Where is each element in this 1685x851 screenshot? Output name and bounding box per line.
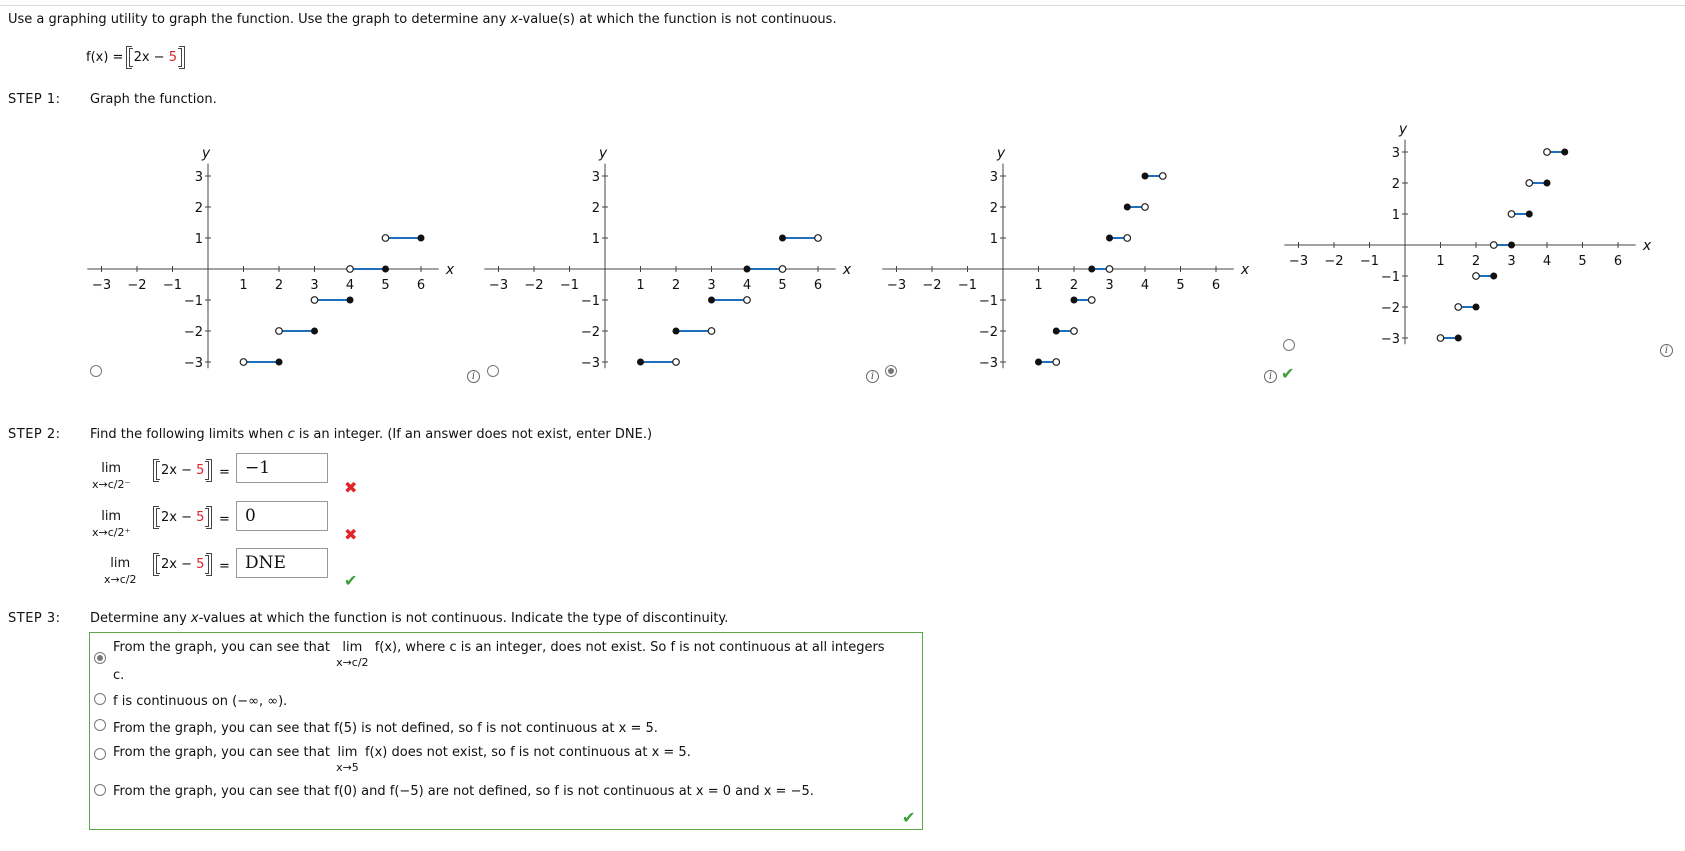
step3-correct-check-icon: ✔ [902, 808, 916, 827]
closed-endpoint [276, 359, 283, 366]
instruction-x: x [510, 12, 519, 27]
y-tick-label: −1 [183, 294, 203, 309]
open-endpoint [708, 328, 715, 335]
question-instruction [8, 12, 837, 27]
limit-1-bracket [155, 463, 210, 478]
step2-text-b: is an integer. (If an answer does not exist, enter DNE.) [294, 427, 653, 442]
y-tick-label: 3 [194, 170, 203, 185]
limit-2-sub: x→c/2⁺ [92, 526, 131, 539]
open-endpoint [347, 266, 354, 273]
limit-3-answer-field[interactable]: DNE [236, 548, 328, 578]
function-definition [86, 50, 183, 65]
step3-text-x: x [190, 611, 199, 626]
limit-3-expr [155, 557, 210, 572]
limit-1-sub: x→c/2⁻ [92, 478, 131, 491]
limit-1-expr-a: 2x − [161, 463, 197, 478]
graph-option-4 [1288, 114, 1665, 359]
graph-3-svg [886, 138, 1253, 383]
closed-endpoint [1544, 180, 1551, 187]
closed-endpoint [1106, 235, 1113, 242]
y-tick-label: 3 [1391, 146, 1400, 161]
y-axis-label: y [598, 145, 608, 162]
graph-option-2 [488, 138, 855, 383]
closed-endpoint [1455, 335, 1462, 342]
y-tick-label: 1 [989, 232, 998, 247]
open-endpoint [1088, 297, 1095, 304]
x-tick-label: 5 [381, 278, 390, 293]
limit-1-expr [155, 463, 210, 478]
option-1-text-a: From the graph, you can see that [113, 640, 330, 655]
y-axis-label: y [1398, 121, 1408, 138]
open-endpoint [240, 359, 247, 366]
step1-label: STEP 1: [8, 92, 61, 107]
closed-endpoint [382, 266, 389, 273]
limit-3-label [104, 556, 136, 586]
x-tick-label: 6 [416, 278, 426, 293]
limit-1-equals: = [219, 465, 230, 480]
y-tick-label: 1 [1391, 208, 1400, 223]
x-tick-label: 5 [778, 278, 787, 293]
y-tick-label: −3 [580, 356, 600, 371]
x-tick-label: −3 [1288, 254, 1309, 269]
limit-2-expr-a: 2x − [161, 510, 197, 525]
limit-2-bracket-inner [161, 510, 204, 525]
floor-bracket [128, 50, 183, 65]
x-tick-label: 1 [1436, 254, 1445, 269]
closed-endpoint [673, 328, 680, 335]
limit-3-lim: lim [110, 556, 131, 571]
y-tick-label: 3 [591, 170, 600, 185]
step3-option-4[interactable] [113, 745, 913, 775]
y-tick-label: −1 [1380, 270, 1400, 285]
graph-1-svg [91, 138, 458, 383]
limit-1-bracket-inner [161, 463, 204, 478]
open-endpoint [276, 328, 283, 335]
step3-text [90, 611, 728, 626]
limit-3-sub: x→c/2 [104, 573, 137, 586]
y-tick-label: −2 [978, 325, 998, 340]
limit-2-bracket [155, 510, 210, 525]
graph-4-radio[interactable] [1283, 339, 1295, 351]
open-endpoint [779, 266, 786, 273]
option-1-text-c: c. [113, 668, 125, 683]
open-endpoint [311, 297, 318, 304]
closed-endpoint [1526, 211, 1533, 218]
y-tick-label: −3 [1380, 332, 1400, 347]
y-tick-label: 1 [591, 232, 600, 247]
step3-option-2[interactable]: f is continuous on (−∞, ∞). [113, 694, 288, 709]
closed-endpoint [418, 235, 425, 242]
y-tick-label: −1 [978, 294, 998, 309]
y-tick-label: −1 [580, 294, 600, 309]
limit-2-expr [155, 510, 210, 525]
step3-option-3[interactable]: From the graph, you can see that f(5) is not defined, so f is not continuous at x = 5. [113, 721, 658, 736]
limit-2-answer-field[interactable]: 0 [236, 501, 328, 531]
limit-2-expr-b: 5 [196, 510, 205, 525]
graph-option-3 [886, 138, 1253, 383]
limit-3-bracket-inner [161, 557, 204, 572]
x-tick-label: 1 [239, 278, 248, 293]
x-tick-label: 1 [636, 278, 645, 293]
option-1-lim: lim [342, 640, 363, 655]
x-tick-label: 3 [1105, 278, 1114, 293]
limit-2-label [92, 509, 130, 539]
graph-3-info-icon[interactable]: i [1264, 370, 1277, 383]
y-axis-label: y [201, 145, 211, 162]
y-tick-label: 2 [1391, 177, 1400, 192]
limit-3-correct-icon: ✔ [344, 571, 358, 590]
graph-option-1 [91, 138, 458, 383]
graph-1-radio[interactable] [90, 365, 102, 377]
open-endpoint [1508, 211, 1515, 218]
closed-endpoint [1071, 297, 1078, 304]
closed-endpoint [708, 297, 715, 304]
x-tick-label: −3 [91, 278, 112, 293]
x-tick-label: −3 [886, 278, 907, 293]
y-tick-label: 1 [194, 232, 203, 247]
y-tick-label: −2 [580, 325, 600, 340]
x-tick-label: −2 [1324, 254, 1344, 269]
open-endpoint [673, 359, 680, 366]
x-axis-label: x [445, 262, 455, 278]
x-tick-label: 4 [742, 278, 752, 293]
graph-3-radio[interactable] [885, 365, 897, 377]
step3-option-2-radio[interactable] [94, 693, 106, 705]
step3-text-b: -values at which the function is not continuous. Indicate the type of discontinuity. [198, 611, 729, 626]
open-endpoint [1490, 242, 1497, 249]
open-endpoint [382, 235, 389, 242]
x-axis-label: x [1642, 238, 1652, 254]
x-tick-label: 2 [1471, 254, 1481, 269]
option-4-text-b: f(x) does not exist, so f is not continuous at x = 5. [364, 745, 691, 760]
x-tick-label: 2 [671, 278, 681, 293]
x-tick-label: −1 [1359, 254, 1380, 269]
limit-2-lim: lim [101, 509, 122, 524]
step3-option-1[interactable] [113, 640, 913, 670]
closed-endpoint [347, 297, 354, 304]
function-lhs: f(x) = [86, 50, 128, 65]
step3-option-1-radio[interactable] [94, 652, 106, 664]
graph-2-svg [488, 138, 855, 383]
option-1-lim-sub: x→c/2 [336, 656, 369, 669]
closed-endpoint [1035, 359, 1042, 366]
x-tick-label: 2 [1069, 278, 1079, 293]
limit-1-answer-field[interactable]: −1 [236, 453, 328, 483]
step1-text: Graph the function. [90, 92, 217, 107]
y-tick-label: −3 [978, 356, 998, 371]
y-axis-label: y [996, 145, 1006, 162]
limit-3-equals: = [219, 559, 230, 574]
limit-3-expr-b: 5 [196, 557, 205, 572]
closed-endpoint [1473, 304, 1480, 311]
step2-text-a: Find the following limits when [90, 427, 288, 442]
x-tick-label: 2 [274, 278, 284, 293]
limit-1-wrong-icon: ✖ [344, 478, 358, 497]
open-endpoint [1455, 304, 1462, 311]
instruction-text-a: Use a graphing utility to graph the function. Use the graph to determine any [8, 12, 511, 27]
x-tick-label: 6 [813, 278, 823, 293]
step2-label: STEP 2: [8, 427, 61, 442]
x-tick-label: −2 [524, 278, 544, 293]
open-endpoint [1159, 173, 1166, 180]
open-endpoint [815, 235, 822, 242]
x-tick-label: −2 [127, 278, 147, 293]
y-tick-label: 2 [194, 201, 203, 216]
closed-endpoint [1142, 173, 1149, 180]
step3-option-5-radio[interactable] [94, 784, 106, 796]
limit-1-label [92, 461, 130, 491]
graph-2-info-icon[interactable]: i [866, 370, 879, 383]
y-tick-label: 3 [989, 170, 998, 185]
open-endpoint [1526, 180, 1533, 187]
closed-endpoint [1124, 204, 1131, 211]
closed-endpoint [637, 359, 644, 366]
limit-2-equals: = [219, 512, 230, 527]
graph-4-info-icon[interactable]: i [1660, 344, 1673, 357]
x-tick-label: 3 [707, 278, 716, 293]
option-4-lim-sub: x→5 [336, 761, 359, 774]
closed-endpoint [1490, 273, 1497, 280]
limit-2-wrong-icon: ✖ [344, 525, 358, 544]
step3-text-a: Determine any [90, 611, 191, 626]
x-tick-label: 6 [1613, 254, 1623, 269]
step2-text [90, 427, 652, 442]
graph-4-svg [1288, 114, 1665, 359]
limit-3-expr-a: 2x − [161, 557, 197, 572]
open-endpoint [1473, 273, 1480, 280]
expr-part-a: 2x − [133, 50, 169, 65]
x-axis-label: x [1240, 262, 1250, 278]
expr-part-b: 5 [168, 50, 177, 65]
open-endpoint [1053, 359, 1060, 366]
bracket-inner [134, 50, 177, 65]
x-tick-label: 1 [1034, 278, 1043, 293]
step3-option-3-radio[interactable] [94, 719, 106, 731]
open-endpoint [1124, 235, 1131, 242]
x-tick-label: 3 [1507, 254, 1516, 269]
open-endpoint [1071, 328, 1078, 335]
option-1-text-b: f(x), where c is an integer, does not exist. So f is not continuous at all integers [374, 640, 885, 655]
closed-endpoint [1053, 328, 1060, 335]
x-tick-label: 4 [345, 278, 355, 293]
graph-correct-check-icon: ✔ [1281, 364, 1295, 383]
x-tick-label: 6 [1211, 278, 1221, 293]
option-4-text-a: From the graph, you can see that [113, 745, 330, 760]
closed-endpoint [744, 266, 751, 273]
option-4-lim: lim [337, 745, 358, 760]
step3-option-4-radio[interactable] [94, 748, 106, 760]
open-endpoint [1106, 266, 1113, 273]
x-tick-label: −1 [957, 278, 978, 293]
y-tick-label: −2 [183, 325, 203, 340]
y-tick-label: 2 [591, 201, 600, 216]
y-tick-label: −2 [1380, 301, 1400, 316]
step3-option-5[interactable]: From the graph, you can see that f(0) and f(−5) are not defined, so f is not continuous at x = 0 and x = −5. [113, 784, 814, 799]
y-tick-label: 2 [989, 201, 998, 216]
closed-endpoint [1561, 149, 1568, 156]
open-endpoint [1437, 335, 1444, 342]
x-tick-label: −3 [488, 278, 509, 293]
graph-1-info-icon[interactable]: i [467, 370, 480, 383]
closed-endpoint [779, 235, 786, 242]
x-tick-label: −1 [162, 278, 183, 293]
open-endpoint [1142, 204, 1149, 211]
x-tick-label: 4 [1542, 254, 1552, 269]
step3-label: STEP 3: [8, 611, 61, 626]
x-tick-label: 3 [310, 278, 319, 293]
limit-3-bracket [155, 557, 210, 572]
step2-text-c: c [287, 427, 295, 442]
x-tick-label: 5 [1176, 278, 1185, 293]
limit-1-expr-b: 5 [196, 463, 205, 478]
open-endpoint [744, 297, 751, 304]
instruction-text-b: -value(s) at which the function is not continuous. [518, 12, 837, 27]
x-tick-label: −1 [559, 278, 580, 293]
x-axis-label: x [842, 262, 852, 278]
y-tick-label: −3 [183, 356, 203, 371]
open-endpoint [1544, 149, 1551, 156]
closed-endpoint [1088, 266, 1095, 273]
graph-2-radio[interactable] [487, 365, 499, 377]
x-tick-label: 5 [1578, 254, 1587, 269]
option-4-limit [336, 745, 359, 775]
top-divider [0, 5, 1685, 6]
closed-endpoint [1508, 242, 1515, 249]
x-tick-label: 4 [1140, 278, 1150, 293]
option-1-limit [336, 640, 368, 670]
limit-1-lim: lim [101, 461, 122, 476]
x-tick-label: −2 [922, 278, 942, 293]
closed-endpoint [311, 328, 318, 335]
